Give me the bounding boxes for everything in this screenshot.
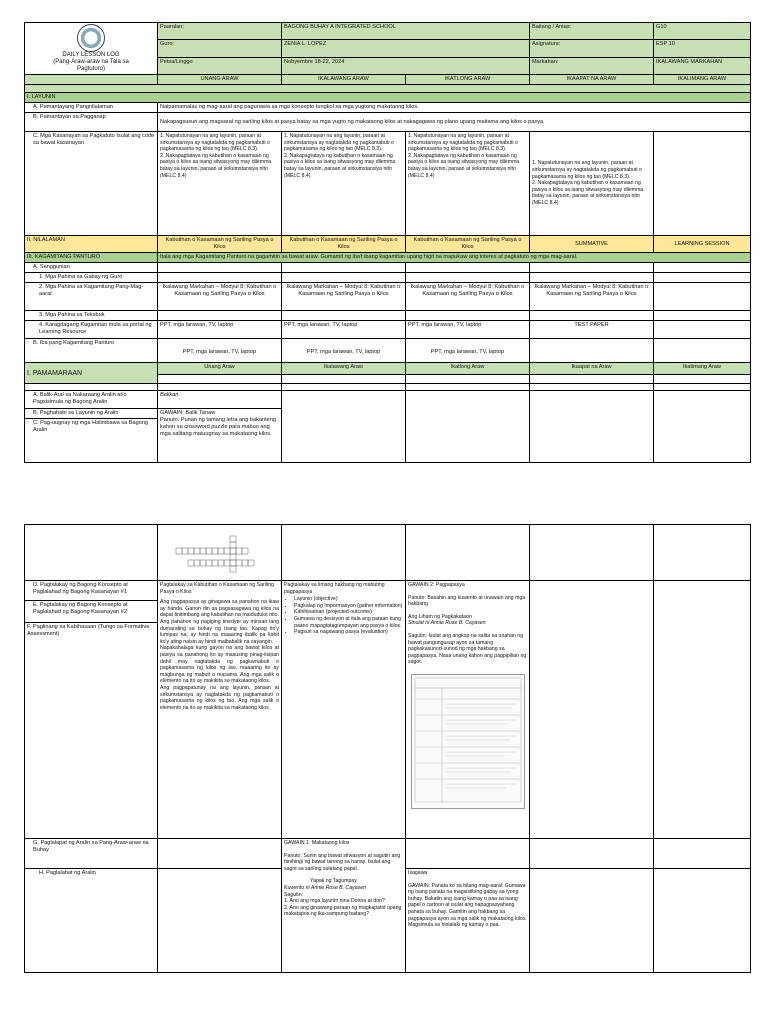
pamantayan-sa-pagganap-label: B. Pamantayan sa Pagganap (25, 113, 158, 132)
crossword-puzzle-icon (170, 534, 270, 574)
day3-activity (406, 581, 530, 839)
resource-day2: PPT, mga larawan, TV, laptop (282, 321, 406, 339)
modyul-day4: Ikalawang Markahan – Modyul 8: Kabutihan o Kasamaan ng Sariling Pasya o Kilos (530, 283, 654, 311)
iba-pang-day2: PPT, mga larawan, TV, laptop (282, 339, 406, 367)
day2-discussion (282, 581, 406, 839)
asignatura-label: Asignatura: (530, 40, 654, 57)
markahan-value: IKALAWANG MARKAHAN (654, 57, 751, 74)
pamamaraan-day-header: Ikalimang Araw (654, 363, 751, 375)
kagamitan-label: III. KAGAMITANG PANTURO (25, 253, 158, 263)
day3-story-title: Ang Liham ng Pagkakataon (408, 613, 472, 620)
pag-uugnay-label: C. Pag-uugnay ng mga Halimbawa sa Bagong Aralin (25, 419, 158, 463)
day1-discussion (158, 581, 282, 839)
nilalaman-day4: SUMMATIVE (530, 236, 654, 253)
day2-story-author: Kuwento ni Annie Rose B. Cayasen (284, 884, 366, 891)
resource-day3: PPT, mga larawan, TV, laptop (406, 321, 530, 339)
guro-value: ZENIA L. LOPEZ (282, 40, 530, 57)
nilalaman-day1: Kabutihan o Kasamaan ng Sariling Pasya o Kilos (158, 236, 282, 253)
layunin-heading: I. LAYUNIN (25, 93, 751, 103)
list-item: • Pagsuri sa nagawang pasya (evaluation) (294, 629, 403, 636)
markahan-label: Markahan: (530, 57, 654, 74)
asignatura-value: ESP 10 (654, 40, 751, 57)
crossword-cell (158, 525, 282, 581)
day-header: IKALIMANG ARAW (654, 75, 751, 85)
pamantayan-sa-pagganap-text: Nakapagsusuri ang magaaral ng sariling kilos at pasya batay sa mga yugto ng makataong kilos at nakagagawa ng plano upang maitama ang kilos o pasya. (158, 113, 751, 132)
nilalaman-day2: Kabutihan o Kasamaan ng Sariling Pasya o Kilos (282, 236, 406, 253)
paaralan-label: Paaralan: (158, 23, 282, 40)
day2-gawain1 (282, 839, 406, 973)
paaralan-value: BAGONG BUHAY A INTEGRATED SCHOOL (282, 23, 530, 40)
modyul-day3: Ikalawang Markahan – Modyul 8: Kabutihan o Kasamaan ng Sariling Pasya o Kilos (406, 283, 530, 311)
paghahabi-label: B. Paghahabi sa Layunin ng Aralin (25, 409, 158, 419)
pagtalakay-2-label: E. Pagtalakay ng Bagong Konsepto at Paglalahad ng Bagong Kasanayan #2 (25, 601, 158, 623)
teksbuk-label: 3. Mga Pahina sa Teksbuk (25, 311, 158, 321)
day3-activity-instructions: Panuto: Basahin ang kuwento at unawain ang mga hakbang (408, 594, 526, 608)
pagtalakay-1-label: D. Pagtalakay ng Bagong Konsepto at Paglalahad ng Bagong Kasanayan #1 (25, 581, 158, 601)
guro-label: Guro: (158, 40, 282, 57)
logo-subtitle: (Pang-Araw-araw na Tala sa Pagtuturo) (53, 59, 129, 72)
day3-activity-title: GAWAIN 2: Pagpapasya (408, 582, 465, 588)
day-header: IKAAPAT NA ARAW (530, 75, 654, 85)
baitang-label: Baitang / Antas: (530, 23, 654, 40)
gabay-guro-label: 1. Mga Pahina sa Gabay ng Guro (25, 273, 158, 283)
pamamaraan-day-header: Ikaapat na Araw (530, 363, 654, 375)
day2-sagutin: Sagutin: 1. Ano ang mga layunin nina Donna at don? 2. Ano ang ginawang paraan ng magkapatid upang makatapos ng ika-sampung baitang? (284, 891, 402, 918)
day3-sagutin: Sagutin: Isulat ang angkop na salita sa unahan ng bawat pangungusap ayon sa tamang pagkakasunod-sunod ng mga hakbang sa pagpapasya. Nasa unang kahon ang pagpipilian ng sagot. (408, 632, 527, 666)
day2-steps-list (284, 596, 403, 636)
baitang-value: G10 (654, 23, 751, 40)
paglalahat-label: H. Paglalahat ng Aralin (25, 869, 158, 973)
day-header: IKALAWANG ARAW (282, 75, 406, 85)
paglalapat-label: G. Paglalapat ng Aralin sa Pang-Araw-araw na Buhay (25, 839, 158, 869)
petsa-label: Petsa/Linggo (158, 57, 282, 74)
pamantayang-pangnilalaman-text: Naipamamalas ng mag-aaral ang pagunawa sa mga konsepto tungkol sa mga yugtong makataong kilos. (158, 103, 751, 113)
day3-story-author: Sinulat ni Annie Rose B. Cayasen (408, 620, 486, 627)
resource-day4: TEST PAPER (530, 321, 654, 339)
day3-isagawa-text: GAWAIN: Panata ko sa bilang mag-aaral: Gumawa ng isang panata na magsisilbing gabay sa iyong buhay. Bakatin ang isang kamay o paa sa isang papel o cartoon at isulat ang napagpasyahang panata sa buhay. Gamitin ang hakbang sa pagpapasya ayon sa mga salik ng makataong kilos. Magsimula sa hinlalaki ng kamay o paa. (408, 882, 527, 929)
iba-pang-day3: PPT, mga larawan, TV, laptop (406, 339, 530, 367)
nilalaman-label: II. NILALAMAN (25, 236, 158, 253)
paglinang-label: F. Paglinang sa Kabihasaan (Tungo sa Formative Assessment) (25, 623, 158, 839)
kagamitan-text: Itala ang mga Kagamitang Panturo na gagamitin sa bawat araw. Gumamit ng iba't ibang kagamitan upang higit na mapukaw ang interes at pagkatuto ng mga mag-aaral. (158, 253, 751, 263)
pamantayang-pangnilalaman-label: A. Pamantayang Pangnilalaman (25, 103, 158, 113)
worksheet-thumbnail-icon (411, 674, 525, 809)
iba-pang-day1: PPT, mga larawan, TV, laptop (158, 339, 282, 367)
day2-gawain1-title: GAWAIN 1: Makataong kilos (284, 840, 350, 846)
pamamaraan-day-header: Unang Araw (158, 363, 282, 375)
logo-cell (25, 23, 158, 75)
lesson-activities-table (24, 524, 751, 973)
deped-seal-icon (77, 24, 105, 52)
day-header: UNANG ARAW (158, 75, 282, 85)
kasanayan-day4: 1. Napatutunayan na ang layunin, paraan at sirkumstansya ay nagtatakda ng pagkamabuti o pagkamasama ng kilos ng tao (MELC 8.3). 2. Nakapagtatayа ng kabutihan o kasamaan ng pasiya o kilos sa isang sitwasyong may dilemma batay sa layunin, paraan at sirkumstansiya nito (MELC 8.4) (530, 132, 654, 236)
list-item: • Kahihinatnan (projected outcome) (294, 609, 403, 616)
day2-discussion-title: Pagtalakay sa limang hakbang ng mabuting pagpapasya (284, 582, 385, 595)
balik-tanaw-text: GAWAIN: Balik Tanaw Panuto: Punan ng tamang letra ang bakanteng kahon sa crossword puzzle para mabuo ang mga salitang maiuugnay sa makataong kilos. (158, 409, 282, 463)
pamamaraan-day-header: Ikatlong Araw (406, 363, 530, 375)
lesson-log-table (24, 22, 751, 367)
nilalaman-day3: Kabutihan o Kasamaan ng Sariling Pasya o Kilos (406, 236, 530, 253)
pamamaraan-heading: I. PAMAMARAAN (25, 363, 158, 384)
resource-day1: PPT, mga larawan, TV, laptop (158, 321, 282, 339)
kagamitang-pang-mag-aaral-label: 2. Mga Pahina sa Kagamitang Pang-Mag-aaral (25, 283, 158, 311)
kasanayan-day2: 1. Napatutunayan na ang layunin, paraan at sirkumstansya ay nagtatakda ng pagkamabuti o pagkamasama ng kilos ng tao (MELC 8.3). 2. Nakapagtatayа ng kabutihan o kasamaan ng pasiya o kilos sa isang sitwasyong may dilemma batay sa layunin, paraan at sirkumstansiya nito (MELC 8.4) (282, 132, 406, 236)
nilalaman-day5: LEARNING SESSION (654, 236, 751, 253)
list-item: • Gumawa ng desisyon at itala ang paraan kung paano mapagtatagumpayan ang pasya o kilos. (294, 616, 403, 629)
day1-discussion-text: Ang pagpapasya ay ginagawa sa panahon na ikaw ay handa. Ganon din sa pagsasagawa ng kilos na dapat tinitimbang ang kabutihan na maidudulot nito. Ang panahon ng pagiging tinedyer ay minsan lang dumarating sa buhay ng isang tao. Kapag ito'y lumipas na, ay hindi na maaaring ibalik pa kahit ito'y ating naisin ay hindi maibabalik na sayangin. Napakahalaga kung gayon na ang bawat kilos at pasiya sa panahong ito ay masusing pinag-iisipan dahil may nagtatakda ng pagkamabuti o pagkamasama ng kilos ng tao, maaaring ito ay magbunga ng mabuti o masama. Ang mga salik o elemento na ito ay makikita sa makataong kilos. Ang pagpapatunay na ang layunin, paraan at sirkumstansya ay nagtatakda ng pagkamabuti o pagkamasama ng kilos ng tao. Ang mga salik o elemento na ito ay makikita sa makataong kilos. (160, 599, 279, 711)
list-item: • Pagkalap ng Impormasyon (gather information) (294, 603, 403, 610)
iba-pang-kagamitan-label: B. Iba pang Kagamitang Panturo (25, 339, 158, 367)
sanggunian-label: A. Sanggunian (25, 263, 158, 273)
day1-discussion-title: Pagtalakay sa Kabutihan o Kasamaan ng Sariling Pasya o Kilos (160, 582, 274, 595)
day-header: IKATLONG ARAW (406, 75, 530, 85)
kasanayan-label: C. Mga Kasanayan sa Pagkatuto Isulat ang code sa bawat kasanayan (25, 132, 158, 236)
day2-gawain1-text: Panuto: Suriin ang bawat sitwasyon at sagutin ang hinihingi ng bawat tanong sa hanay. Isulat ang sagot sa sariling sulatang papel. (284, 852, 401, 872)
day2-story-title: Yapak ng Tagumpay (310, 878, 357, 885)
list-item: • Layunin (objective) (294, 596, 403, 603)
pamamaraan-day-header: Ikalawang Araw (282, 363, 406, 375)
modyul-day1: Ikalawang Markahan – Modyul 8: Kabutihan o Kasamaan ng Sariling Pasya o Kilos (158, 283, 282, 311)
logo-title: DAILY LESSON LOG (62, 52, 120, 58)
learning-resource-label: 4. Karagdagang Kagamitan mula sa portal ng Learning Resource (25, 321, 158, 339)
pamamaraan-table (24, 362, 751, 463)
petsa-value: Nobyembre 18-22, 2024 (282, 57, 530, 74)
kasanayan-day1: 1. Napatutunayan na ang layunin, paraan at sirkumstansya ay nagtatakda ng pagkamabuti o pagkamasama ng kilos ng tao (MELC 8.3). 2. Nakapagtatayа ng kabutihan o kasamaan ng pasiya o kilos sa isang sitwasyong may dilemma batay sa layunin, paraan at sirkumstansiya nito (MELC 8.4) (158, 132, 282, 236)
balik-aral-day1: Balikan (158, 391, 282, 409)
kasanayan-day3: 1. Napatutunayan na ang layunin, paraan at sirkumstansya ay nagtatakda ng pagkamabuti o pagkamasama ng kilos ng tao (MELC 8.3). 2. Nakapagtatayа ng kabutihan o kasamaan ng pasiya o kilos sa isang sitwasyong may dilemma batay sa layunin, paraan at sirkumstansiya nito (MELC 8.4) (406, 132, 530, 236)
modyul-day2: Ikalawang Markahan – Modyul 8: Kabutihan o Kasamaan ng Sariling Pasya o Kilos (282, 283, 406, 311)
balik-aral-label: A. Balik-Aral sa Nakaraang Aralin at/o Pagsisimula ng Bagong Aralin (25, 391, 158, 409)
day3-isagawa (406, 869, 530, 973)
day3-isagawa-title: Isagawa (408, 870, 428, 876)
